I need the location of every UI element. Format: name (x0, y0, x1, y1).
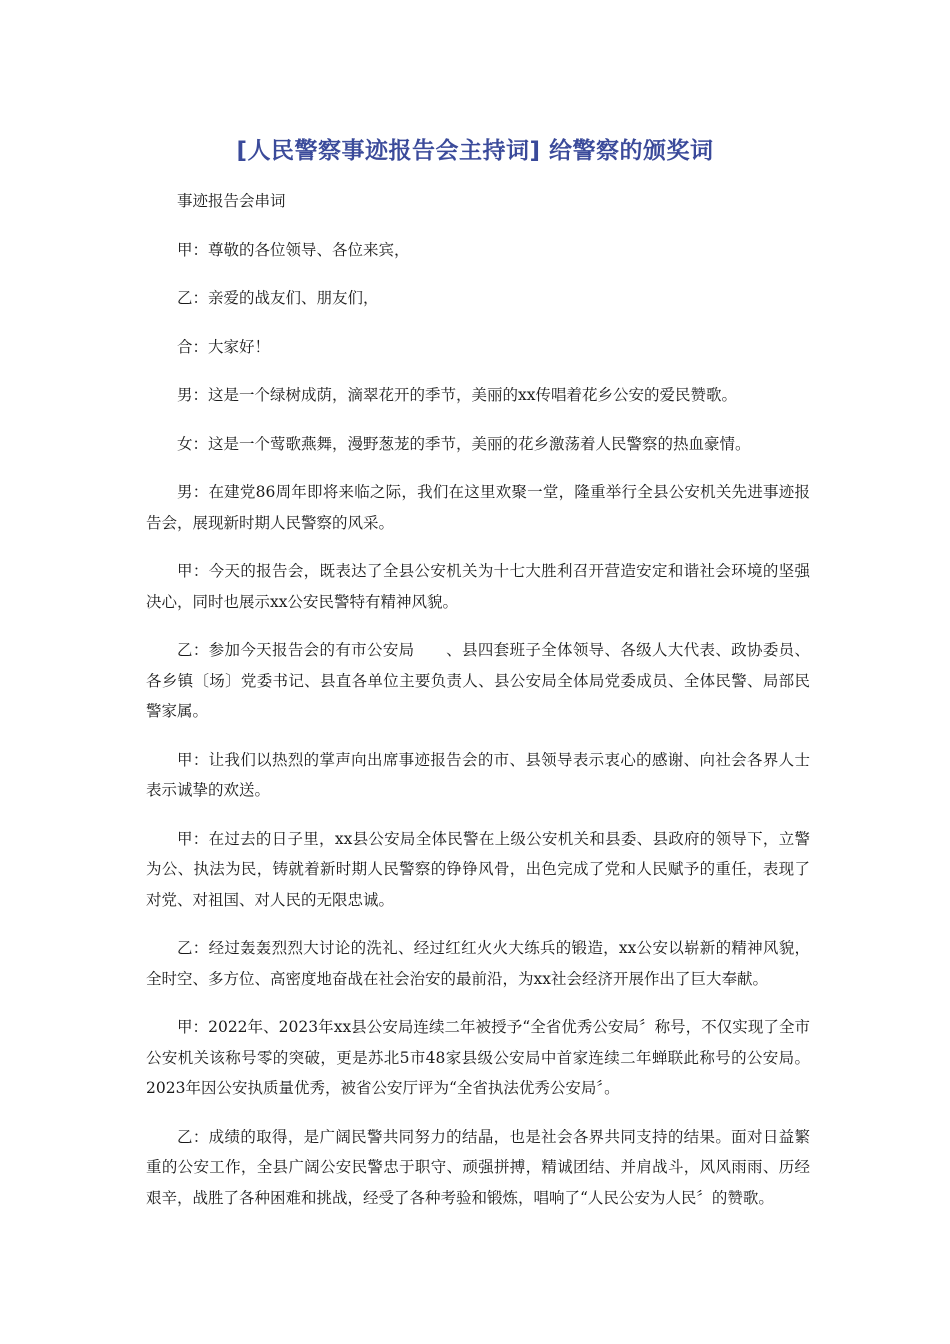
paragraph: 男：在建党86周年即将来临之际，我们在这里欢聚一堂，隆重举行全县公安机关先进事迹报告会，展现新时期人民警察的风采。 (146, 483, 810, 532)
paragraph: 女：这是一个莺歌燕舞，漫野葱茏的季节，美丽的花乡激荡着人民警察的热血豪情。 (177, 434, 751, 453)
document-body (146, 186, 810, 1231)
paragraph: 甲：2022年、2023年xx县公安局连续二年被授予“全省优秀公安局〞称号，不仅实现了全市公安机关该称号零的突破，更是苏北5市48家县级公安局中首家连续二年蝉联此称号的公安局。2023年因公安执质量优秀，被省公安厅评为“全省执法优秀公安局〞。 (146, 1018, 810, 1097)
paragraph: 甲：让我们以热烈的掌声向出席事迹报告会的市、县领导表示衷心的感谢、向社会各界人士表示诚挚的欢送。 (146, 750, 810, 799)
paragraph: 男：这是一个绿树成荫，滴翠花开的季节，美丽的xx传唱着花乡公安的爱民赞歌。 (177, 386, 737, 404)
paragraph: 乙：参加今天报告会的有市公安局 、县四套班子全体领导、各级人大代表、政协委员、各乡镇〔场〕党委书记、县直各单位主要负责人、县公安局全体局党委成员、全体民警、局部民警家属。 (146, 641, 810, 720)
paragraph: 甲：今天的报告会，既表达了全县公安机关为十七大胜利召开营造安定和谐社会环境的坚强决心，同时也展示xx公安民警特有精神风貌。 (146, 562, 810, 611)
paragraph: 乙：亲爱的战友们、朋友们， (177, 289, 379, 307)
paragraph: 甲：尊敬的各位领导、各位来宾， (177, 240, 410, 259)
paragraph: 合：大家好！ (177, 337, 271, 356)
paragraph: 乙：成绩的取得，是广阔民警共同努力的结晶，也是社会各界共同支持的结果。面对日益繁重的公安工作，全县广阔公安民警忠于职守、顽强拼搏，精诚团结、并肩战斗，风风雨雨、历经艰辛，战胜了各种困难和挑战，经受了各种考验和锻炼，唱响了“人民公安为人民〞的赞歌。 (146, 1127, 810, 1207)
document-title: [人民警察事迹报告会主持词] 给警察的颁奖词 (236, 138, 714, 164)
paragraph: 事迹报告会串词 (177, 192, 286, 210)
paragraph: 甲：在过去的日子里，xx县公安局全体民警在上级公安机关和县委、县政府的领导下，立警为公、执法为民，铸就着新时期人民警察的铮铮风骨，出色完成了党和人民赋予的重任，表现了对党、对祖国、对人民的无限忠诚。 (146, 829, 810, 909)
paragraph: 乙：经过轰轰烈烈大讨论的洗礼、经过红红火火大练兵的锻造，xx公安以崭新的精神风貌，全时空、多方位、高密度地奋战在社会治安的最前沿，为xx社会经济开展作出了巨大奉献。 (146, 939, 810, 988)
